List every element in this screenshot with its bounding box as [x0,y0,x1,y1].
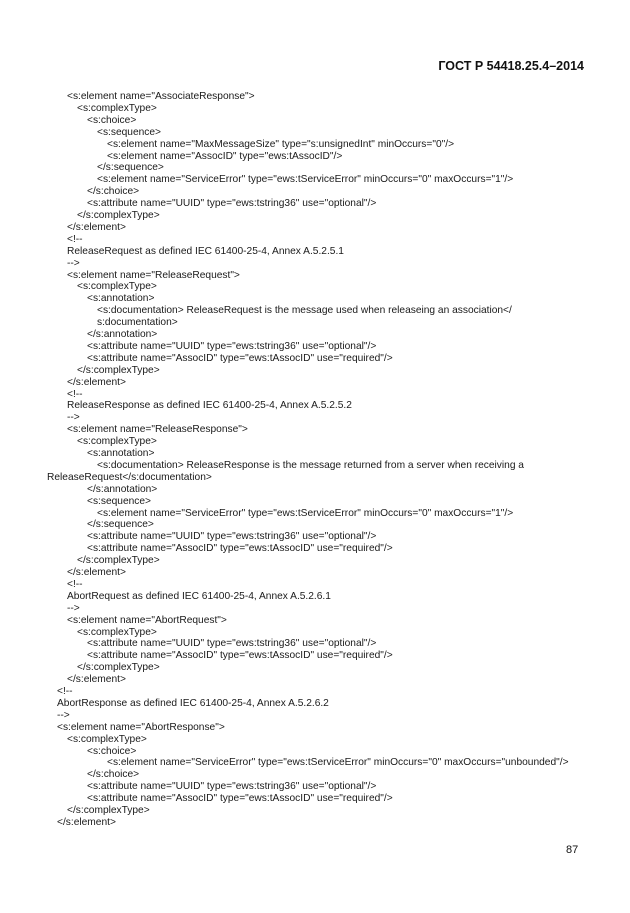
code-line: </s:choice> [87,769,140,781]
code-line: <s:element name="AbortResponse"> [57,721,225,733]
code-line: <s:complexType> [77,281,157,293]
code-line: <s:sequence> [87,495,152,507]
code-line: <s:complexType> [77,626,157,638]
code-line: <s:complexType> [67,733,147,745]
code-line: <s:documentation> ReleaseResponse is the message returned from a server when receiving a [97,459,524,471]
code-line: ReleaseRequest as defined IEC 61400-25-4, Annex A.5.2.5.1 [67,245,344,257]
code-line: </s:element> [67,567,126,578]
code-line: AbortResponse as defined IEC 61400-25-4, Annex A.5.2.6.2 [57,697,329,709]
code-line: <s:element name="ServiceError" type="ews:tServiceError" minOccurs="0" maxOccurs="1"/> [97,174,514,186]
code-line: <s:annotation> [87,448,155,459]
code-line: <s:attribute name="UUID" type="ews:tstring36" use="optional"/> [87,198,377,210]
code-line: </s:complexType> [77,662,160,674]
code-line: <s:element name="ReleaseRequest"> [67,269,240,281]
code-line: <s:choice> [87,745,137,757]
code-line: --> [67,257,80,269]
code-line: --> [57,709,70,721]
code-line: <s:attribute name="AssocID" type="ews:tAssocID" use="required"/> [87,543,393,555]
code-line: --> [67,412,80,424]
code-line: <s:attribute name="AssocID" type="ews:tAssocID" use="required"/> [87,793,393,805]
code-line: <s:element name="ServiceError" type="ews:tServiceError" minOccurs="0" maxOccurs="1"/> [97,507,514,519]
code-line: </s:element> [57,816,116,828]
code-line: <s:element name="AbortRequest"> [67,614,227,626]
code-line: ReleaseRequest</s:documentation> [47,471,212,483]
code-line: <!-- [67,578,83,590]
code-line: </s:complexType> [77,555,160,567]
page-number: 87 [566,844,579,856]
document-header-title: ГОСТ Р 54418.25.4–2014 [438,59,584,73]
code-line: --> [67,602,80,614]
code-line: <!-- [57,686,73,697]
code-line: </s:element> [67,674,126,686]
code-line: <s:element name="ServiceError" type="ews:tServiceError" minOccurs="0" maxOccurs="unbounded"/> [107,757,569,769]
code-line: <s:attribute name="UUID" type="ews:tstring36" use="optional"/> [87,781,377,793]
code-line: <s:attribute name="UUID" type="ews:tstring36" use="optional"/> [87,638,377,650]
code-line: </s:complexType> [77,210,160,221]
code-line: s:documentation> [97,317,178,329]
code-line: AbortRequest as defined IEC 61400-25-4, Annex A.5.2.6.1 [67,590,331,602]
code-line: <s:choice> [87,114,137,126]
code-line: </s:element> [67,221,126,233]
code-line: ReleaseResponse as defined IEC 61400-25-4, Annex A.5.2.5.2 [67,400,352,412]
code-line: <s:complexType> [77,436,157,448]
code-line: <s:documentation> ReleaseRequest is the message used when releaseing an association</ [97,305,512,317]
code-line: </s:sequence> [97,162,164,174]
code-line: </s:annotation> [87,329,158,340]
code-line: <s:element name="MaxMessageSize" type="s:unsignedInt" minOccurs="0"/> [107,138,455,150]
code-line: <!-- [67,233,83,245]
code-line: </s:element> [67,376,126,388]
code-line: <s:attribute name="AssocID" type="ews:tAssocID" use="required"/> [87,650,393,662]
code-line: <s:attribute name="UUID" type="ews:tstring36" use="optional"/> [87,340,377,352]
code-line: <s:attribute name="AssocID" type="ews:tAssocID" use="required"/> [87,352,393,364]
code-line: <s:element name="ReleaseResponse"> [67,424,248,436]
code-line: </s:annotation> [87,483,158,495]
code-line: </s:choice> [87,186,140,198]
code-line: <s:attribute name="UUID" type="ews:tstring36" use="optional"/> [87,531,377,543]
code-line: </s:complexType> [67,805,150,816]
code-line: <s:element name="AssocID" type="ews:tAssocID"/> [107,150,343,162]
code-line: <!-- [67,388,83,400]
code-line: <s:annotation> [87,293,155,305]
code-line: </s:complexType> [77,364,160,376]
code-line: </s:sequence> [87,519,154,531]
code-line: <s:complexType> [77,102,157,114]
code-line: <s:element name="AssociateResponse"> [67,91,255,102]
code-line: <s:sequence> [97,126,162,138]
